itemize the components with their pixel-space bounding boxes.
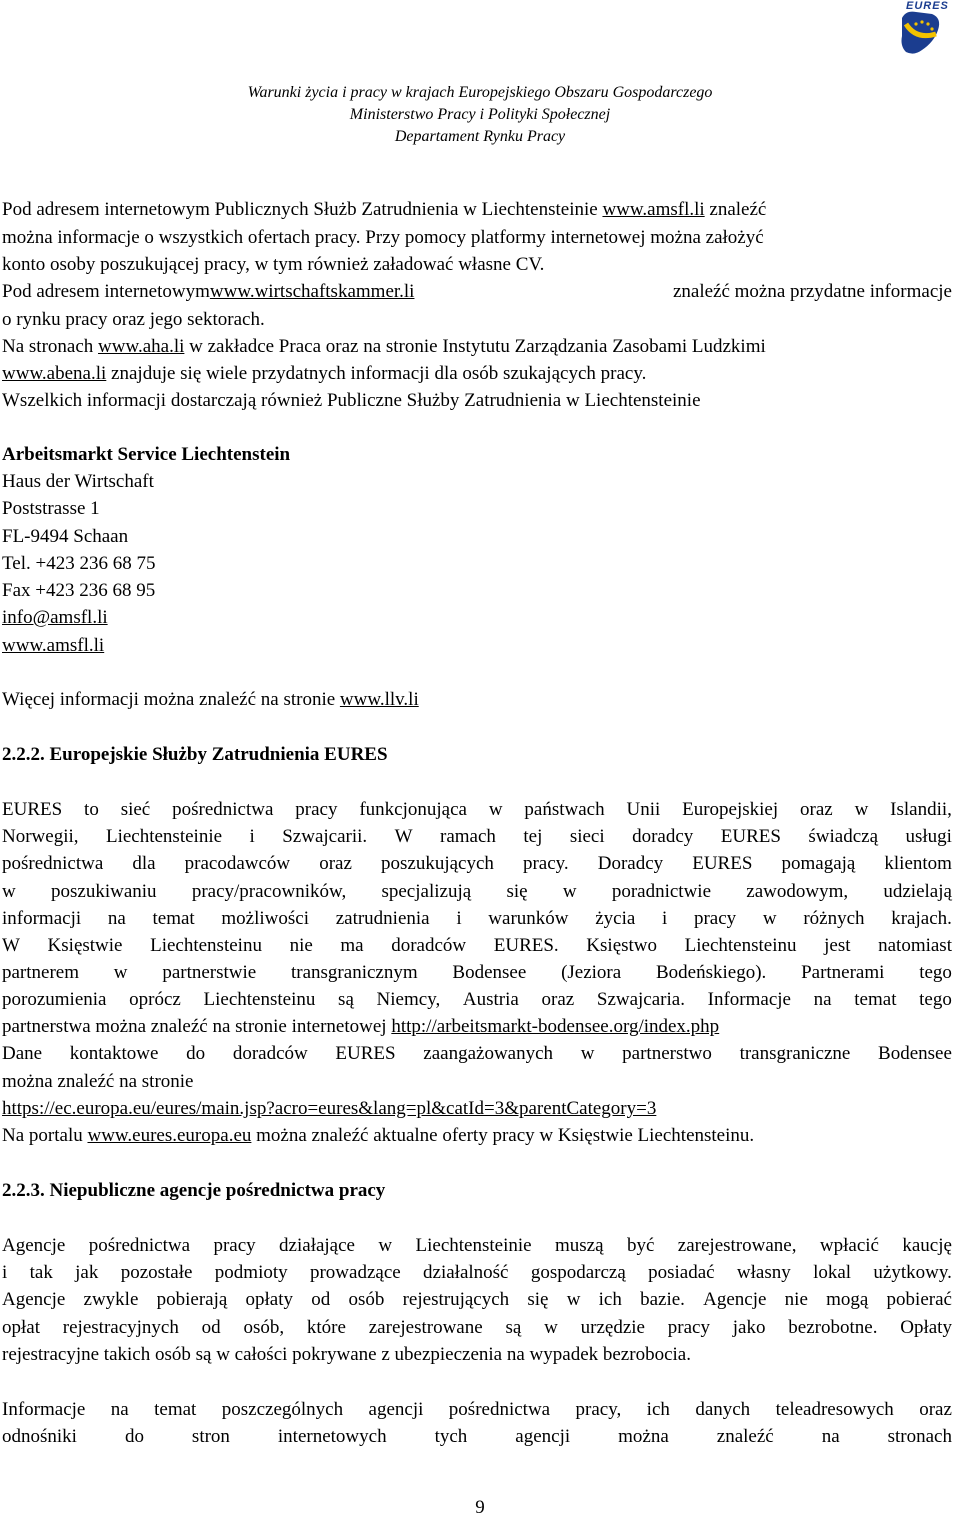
address-fax: Fax +423 236 68 95: [2, 580, 156, 601]
intro-line-5: o rynku pracy oraz jego sektorach.: [2, 309, 265, 330]
header-line-2: Ministerstwo Pracy i Polityki Społecznej: [349, 106, 611, 123]
address-web-link[interactable]: www.amsfl.li: [2, 635, 105, 656]
wirtschaftskammer-link[interactable]: www.wirtschaftskammer.li: [209, 281, 415, 302]
llv-link[interactable]: www.llv.li: [339, 689, 419, 710]
intro-line-4: Pod adresem internetowym www.wirtschaftskammer.li znaleźć można przydatne informacje: [2, 281, 952, 302]
section-222-line-13: Na portalu www.eures.europa.eu można znaleźć aktualne oferty pracy w Księstwie Liechtensteinu.: [2, 1125, 755, 1146]
page-number: 9: [475, 1497, 485, 1518]
section-222-heading: 2.2.2. Europejskie Służby Zatrudnienia EURES: [2, 744, 388, 765]
aha-link[interactable]: www.aha.li: [98, 336, 185, 357]
eures-portal-link[interactable]: www.eures.europa.eu: [87, 1125, 252, 1146]
section-223-last-line: rejestracyjne takich osób są w całości pokrywane z ubezpieczenia na wypadek bezrobocia.: [2, 1344, 691, 1365]
header-line-3: Departament Rynku Pracy: [394, 128, 566, 145]
section-222-line: pośrednictwa dla pracodawców oraz poszukujących pracy. Doradcy EURES pomagają klientom: [2, 853, 952, 875]
eures-main-link[interactable]: https://ec.europa.eu/eures/main.jsp?acro=eures&lang=pl&catId=3&parentCategory=3: [2, 1098, 657, 1119]
intro-line-1: Pod adresem internetowym Publicznych Służb Zatrudnienia w Liechtensteinie www.amsfl.li znaleźć: [2, 199, 767, 220]
address-tel: Tel. +423 236 68 75: [2, 553, 156, 574]
section-222-line: informacji na temat możliwości zatrudnienia i warunków życia i pracy w różnych krajach.: [2, 907, 952, 929]
section-223-line: Agencje zwykle pobierają opłaty od osób rejestrujących się w ich bazie. Agencje nie mogą pobierać: [2, 1289, 952, 1311]
intro-line-6: Na stronach www.aha.li w zakładce Praca oraz na stronie Instytutu Zarządzania Zasobami Ludzkimi: [2, 336, 766, 357]
address-name: Arbeitsmarkt Service Liechtenstein: [2, 444, 291, 465]
amsfl-link[interactable]: www.amsfl.li: [602, 199, 705, 220]
address-email-link[interactable]: info@amsfl.li: [2, 607, 108, 628]
section-223-para-2-line: Informacje na temat poszczególnych agencji pośrednictwa pracy, ich danych teleadresowych oraz: [2, 1399, 952, 1420]
address-line-3: FL-9494 Schaan: [2, 526, 129, 547]
section-222-line: w poszukiwaniu pracy/pracowników, specjalizują się w poradnictwie zawodowym, udzielają: [2, 880, 952, 902]
logo-text: EURES: [906, 0, 949, 12]
more-info: Więcej informacji można znaleźć na stronie www.llv.li: [2, 689, 419, 710]
intro-line-2: można informacje o wszystkich ofertach pracy. Przy pomocy platformy internetowej można założyć: [2, 227, 764, 248]
section-223-para-2-line: odnośniki do stron internetowych tych agencji można znaleźć na stronach: [2, 1426, 952, 1448]
section-223-line: i tak jak pozostałe podmioty prowadzące działalność gospodarczą posiadać własny lokal użytkowy.: [2, 1262, 952, 1284]
section-222-line: EURES to sieć pośrednictwa pracy funkcjonująca w państwach Unii Europejskiej oraz w Islandii,: [2, 799, 952, 820]
section-223-line: opłat rejestracyjnych od osób, które zarejestrowane są w urzędzie pracy jako bezrobotne. Opłaty: [2, 1316, 952, 1338]
address-line-2: Poststrasse 1: [2, 498, 100, 519]
abena-link[interactable]: www.abena.li: [2, 363, 107, 384]
section-222-line: W Księstwie Liechtensteinu nie ma doradców EURES. Księstwo Liechtensteinu jest natomiast: [2, 935, 952, 956]
section-222-line-10: Dane kontaktowe do doradców EURES zaangażowanych w partnerstwo transgraniczne Bodensee: [2, 1043, 952, 1064]
intro-line-8: Wszelkich informacji dostarczają również Publiczne Służby Zatrudnienia w Liechtensteinie: [2, 390, 701, 411]
header-line-1: Warunki życia i pracy w krajach Europejskiego Obszaru Gospodarczego: [247, 84, 713, 101]
section-222-line: partnerem w partnerstwie transgranicznym Bodensee (Jeziora Bodeńskiego). Partnerami tego: [2, 962, 952, 984]
intro-line-7: www.abena.li znajduje się wiele przydatnych informacji dla osób szukających pracy.: [2, 363, 647, 384]
section-223-heading: 2.2.3. Niepubliczne agencje pośrednictwa pracy: [2, 1180, 386, 1201]
section-222-line: Norwegii, Liechtensteinie i Szwajcarii. W ramach tej sieci doradcy EURES świadczą usługi: [2, 826, 952, 848]
section-222-line-9: partnerstwa można znaleźć na stronie internetowej http://arbeitsmarkt-bodensee.org/index.php: [2, 1016, 720, 1037]
bodensee-link[interactable]: http://arbeitsmarkt-bodensee.org/index.php: [391, 1016, 720, 1037]
section-222-line: porozumienia oprócz Liechtensteinu są Niemcy, Austria oraz Szwajcaria. Informacje na temat tego: [2, 989, 952, 1011]
section-223-line: Agencje pośrednictwa pracy działające w Liechtensteinie muszą być zarejestrowane, wpłacić kaucję: [2, 1235, 952, 1256]
intro-line-3: konto osoby poszukującej pracy, w tym również załadować własne CV.: [2, 254, 545, 275]
address-line-1: Haus der Wirtschaft: [2, 471, 154, 492]
section-222-line-11: można znaleźć na stronie: [2, 1071, 194, 1092]
